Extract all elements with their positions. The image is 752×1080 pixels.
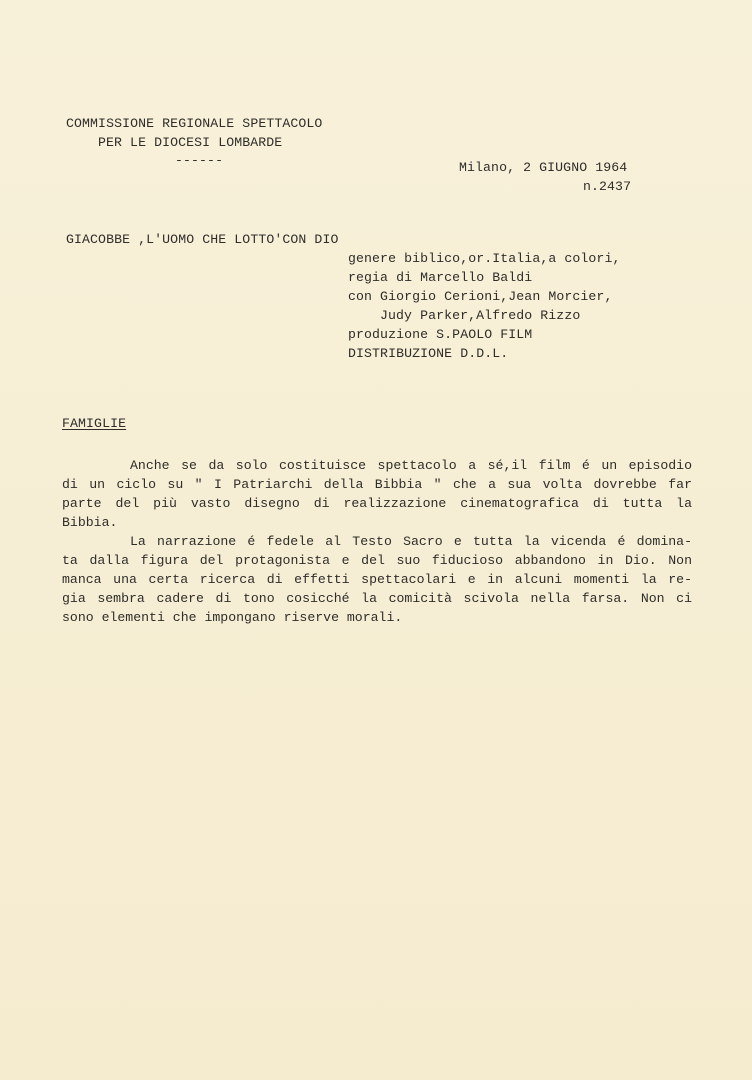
review-line: sono elementi che impongano riserve morali. — [62, 610, 403, 625]
review-line: gia sembra cadere di tono cosicché la comicità scivola nella farsa. Non ci — [62, 591, 692, 606]
review-line: manca una certa ricerca di effetti spettacolari e in alcuni momenti la re- — [62, 572, 692, 587]
film-detail-cast: con Giorgio Cerioni,Jean Morcier, — [348, 289, 613, 304]
org-rule: ------ — [175, 153, 224, 168]
document-number: n.2437 — [583, 179, 632, 194]
review-line: Bibbia. — [62, 515, 118, 530]
org-name-line1: COMMISSIONE REGIONALE SPETTACOLO — [66, 116, 323, 131]
review-line: di un ciclo su " I Patriarchi della Bibbia " che a sua volta dovrebbe far — [62, 477, 692, 492]
review-line: parte del più vasto disegno di realizzazione cinematografica di tutta la — [62, 496, 692, 511]
org-name-line2: PER LE DIOCESI LOMBARDE — [98, 135, 283, 150]
film-detail-production: produzione S.PAOLO FILM — [348, 327, 533, 342]
rating-label: FAMIGLIE — [62, 416, 127, 431]
review-line: La narrazione é fedele al Testo Sacro e tutta la vicenda é domina- — [130, 534, 692, 549]
film-title: GIACOBBE ,L'UOMO CHE LOTTO'CON DIO — [66, 232, 339, 247]
film-detail-distribution: DISTRIBUZIONE D.D.L. — [348, 346, 509, 361]
film-detail-genre: genere biblico,or.Italia,a colori, — [348, 251, 621, 266]
film-detail-director: regia di Marcello Baldi — [348, 270, 533, 285]
document-date: Milano, 2 GIUGNO 1964 — [459, 160, 628, 175]
film-detail-cast-cont: Judy Parker,Alfredo Rizzo — [380, 308, 581, 323]
review-line: ta dalla figura del protagonista e del suo fiducioso abbandono in Dio. Non — [62, 553, 692, 568]
review-line: Anche se da solo costituisce spettacolo a sé,il film é un episodio — [130, 458, 692, 473]
